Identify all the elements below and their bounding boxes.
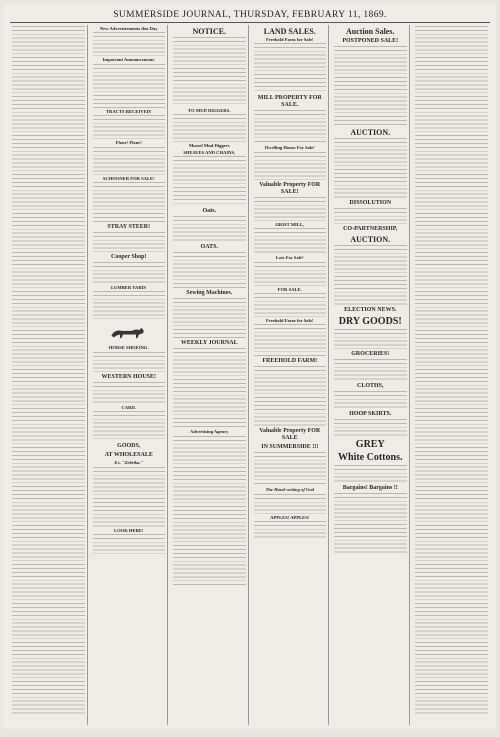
heading-oats: Oats.	[202, 208, 216, 215]
heading-hoop-skirts: HOOP SKIRTS.	[349, 411, 392, 417]
heading-cooper-shop: Cooper Shop!	[111, 254, 147, 261]
heading-stray-steer: STRAY STEER!	[107, 224, 151, 231]
heading-look-here: LOOK HERE!	[114, 527, 144, 533]
heading-hand-writing: The Hand-writing of God	[265, 487, 314, 493]
heading-cloths: CLOTHS,	[356, 383, 384, 389]
text-block	[334, 208, 407, 224]
columns	[10, 25, 490, 725]
text-block	[93, 262, 166, 284]
text-block	[334, 493, 407, 553]
text-block	[93, 147, 166, 175]
text-block	[254, 521, 327, 539]
text-block	[254, 366, 327, 426]
heading-to-mud-diggers: TO MUD DIGGERS.	[188, 108, 231, 113]
masthead	[10, 10, 490, 23]
text-block	[93, 115, 166, 139]
heading-for-sale: FOR SALE.	[277, 286, 302, 292]
heading-zebrika: Ex. "Zebrika."	[114, 460, 144, 466]
text-block	[334, 419, 407, 437]
text-block	[173, 156, 246, 206]
heading-auction: AUCTION.	[350, 128, 391, 137]
heading-card: CARD.	[121, 404, 136, 410]
heading-auction-2: AUCTION.	[350, 235, 391, 244]
column-6	[413, 25, 491, 725]
text-block	[93, 352, 166, 372]
heading-mussel-mud-diggers: Mussel Mud Diggers	[188, 143, 230, 149]
text-block	[173, 216, 246, 242]
heading-freehold-farm-2: Freehold Farm for Sale!	[266, 318, 314, 324]
heading-election-news: ELECTION NEWS.	[344, 307, 397, 313]
column-4	[252, 25, 330, 725]
heading-important-announcement: Important Announcement.	[102, 57, 155, 63]
heading-groceries: GROCERIES!	[351, 351, 390, 357]
text-block	[334, 245, 407, 305]
newspaper-page	[4, 4, 496, 729]
heading-in-summerside: IN SUMMERSIDE !!!	[261, 444, 319, 451]
text-block	[93, 534, 166, 554]
text-block	[254, 152, 327, 180]
text-block	[93, 382, 166, 404]
heading-advertising-agency: Advertising Agency	[190, 429, 229, 435]
column-2	[91, 25, 169, 725]
text-block	[93, 32, 166, 56]
text-block	[173, 436, 246, 586]
heading-valuable-property: Valuable Property FOR SALE!	[259, 181, 321, 195]
heading-freehold-farm: Freehold Farm for Sale!	[266, 37, 314, 42]
horse-shoe-woodcut-icon	[107, 323, 151, 343]
text-block	[173, 37, 246, 107]
column-3	[171, 25, 249, 725]
text-block	[254, 43, 327, 93]
text-block	[173, 252, 246, 288]
text-block	[334, 391, 407, 409]
text-block	[254, 324, 327, 356]
heading-sewing-machines: Sewing Machines.	[186, 290, 233, 297]
text-block	[254, 293, 327, 317]
heading-at-wholesale: AT WHOLESALE	[104, 452, 153, 459]
heading-bargains: Bargains! Bargains !!	[342, 485, 398, 491]
text-block	[334, 46, 407, 126]
text-block	[93, 467, 166, 527]
text-block	[173, 114, 246, 142]
heading-grey: GREY	[355, 439, 385, 450]
heading-oats-2: OATS.	[200, 244, 218, 251]
heading-dry-goods: DRY GOODS!	[338, 316, 402, 327]
heading-notice: NOTICE.	[192, 27, 227, 36]
heading-western-house: WESTERN HOUSE!	[101, 373, 156, 380]
text-block	[334, 465, 407, 483]
heading-new-advertisements: New Advertisements this Day	[99, 26, 158, 31]
heading-grist-mill: GRIST MILL,	[275, 221, 305, 227]
heading-flour: Flour! Flour!	[115, 140, 142, 146]
heading-auction-sales: Auction Sales.	[346, 27, 395, 36]
heading-freehold-farm-3: FREEHOLD FARM!	[262, 358, 318, 365]
heading-lumber-yard: LUMBER YARD!	[110, 285, 147, 291]
text-block	[254, 197, 327, 221]
masthead-title: SUMMERSIDE JOURNAL, THURSDAY, FEBRUARY 11, 1869.	[113, 10, 387, 20]
heading-sheaves-and-chains: SHEAVES AND CHAINS,	[183, 149, 236, 155]
heading-tracts-received: TRACTS RECEIVED!	[105, 108, 152, 114]
heading-valuable-property-2: Valuable Property FOR SALE	[259, 428, 321, 442]
heading-horse-shoeing: HORSE SHOEING.	[108, 345, 149, 351]
heading-mill-property: MILL PROPERTY FOR SALE.	[257, 95, 322, 109]
heading-apples: APPLES! APPLES!	[270, 514, 310, 520]
text-block	[334, 138, 407, 198]
column-1	[10, 25, 88, 725]
heading-schooner: SCHOONER FOR SALE!	[102, 175, 155, 181]
heading-co-partnership: CO-PARTNERSHIP,	[343, 226, 398, 232]
text-block	[12, 26, 85, 716]
column-5	[332, 25, 410, 725]
heading-postponed-sale: POSTPONED SALE!	[342, 38, 399, 44]
heading-goods: GOODS,	[117, 443, 141, 450]
heading-weekly-journal: WEEKLY JOURNAL	[180, 340, 238, 347]
text-block	[93, 232, 166, 252]
text-block	[254, 110, 327, 144]
heading-dwelling-house: Dwelling House For Sale!	[264, 145, 315, 151]
text-block	[334, 359, 407, 381]
text-block	[254, 494, 327, 514]
text-block	[254, 228, 327, 254]
text-block	[93, 411, 166, 441]
text-block	[173, 298, 246, 338]
heading-dissolution: DISSOLUTION	[349, 200, 392, 206]
text-block	[93, 64, 166, 108]
heading-lots-for-sale: Lots For Sale!	[275, 255, 304, 261]
text-block	[415, 26, 489, 716]
text-block	[254, 262, 327, 286]
text-block	[334, 329, 407, 349]
text-block	[93, 291, 166, 321]
heading-white-cottons: White Cottons.	[338, 452, 403, 463]
heading-land-sales: LAND SALES.	[263, 27, 316, 36]
text-block	[254, 452, 327, 486]
text-block	[173, 348, 246, 428]
text-block	[93, 182, 166, 222]
